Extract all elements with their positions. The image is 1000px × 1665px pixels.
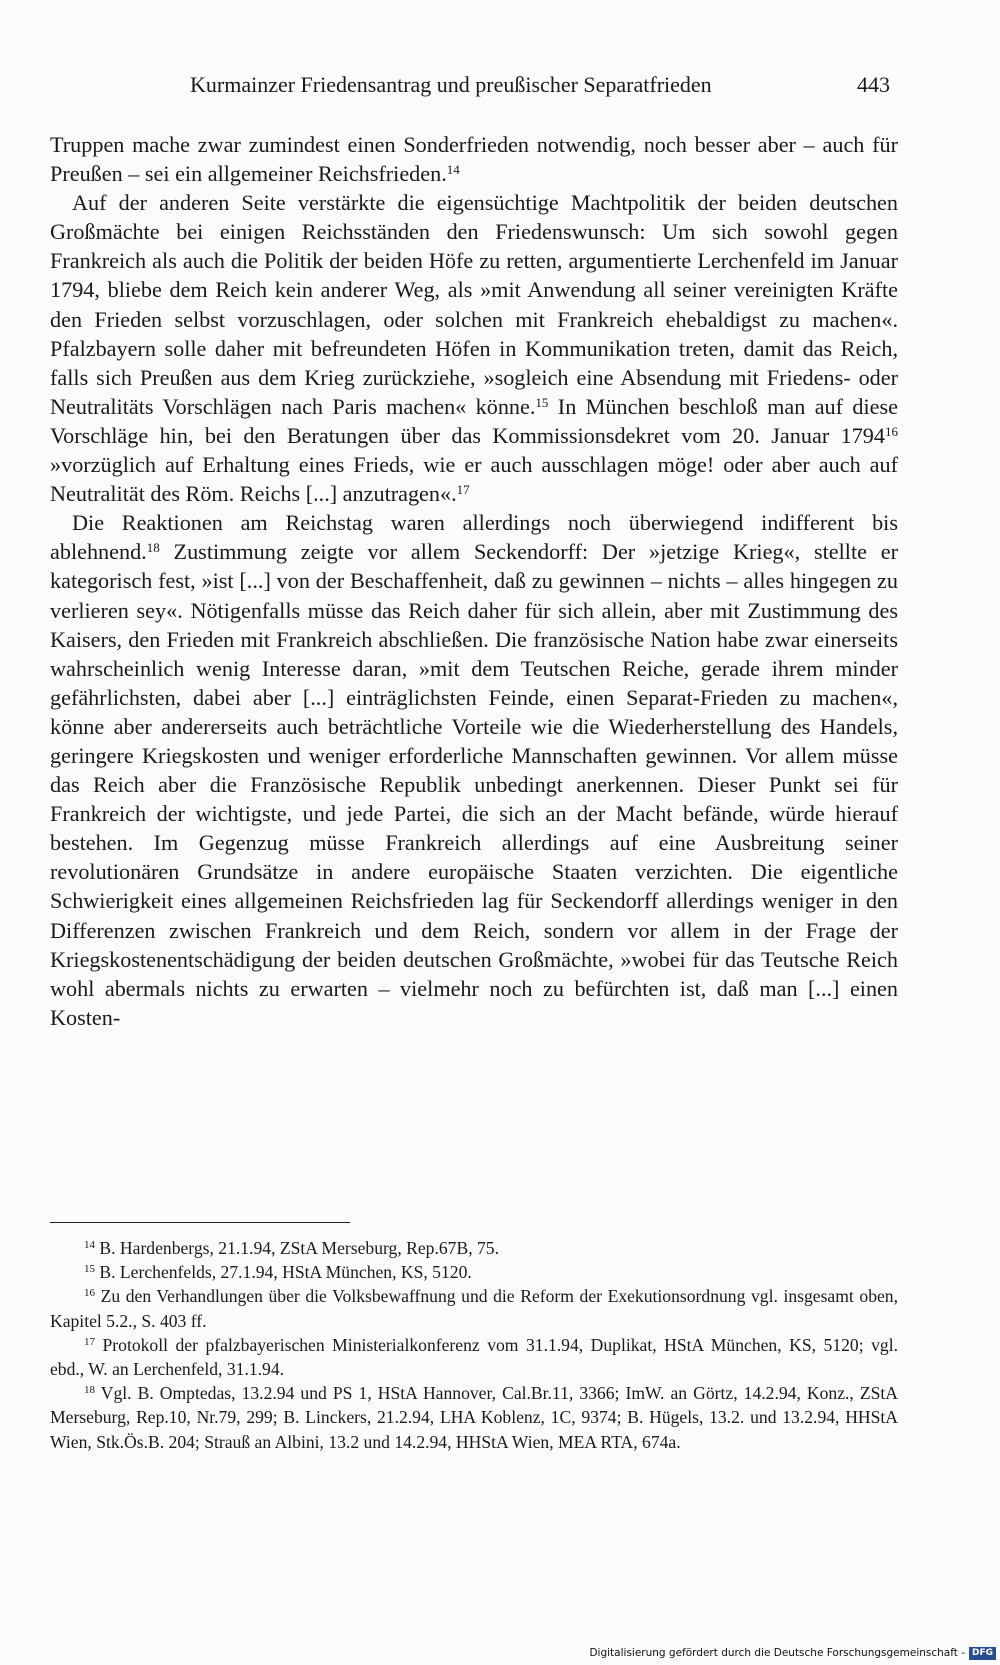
digitization-notice [589,1645,996,1661]
running-header [50,72,890,106]
footnote-18: $^{18}$ Vgl. B. Omptedas, 13.2.94 und PS 1, HStA Hannover, Cal.Br.11, 3366; ImW. an Görtz, 14.2.94, Konz., ZStA Merseburg, Rep.10, Nr.79, 299; B. Linckers, 21.2.94, LHA Koblenz, 1C, 9374; B. Hügels, 13.2. und 13.2.94, HHStA Wien, Stk.Ös.B. 204; Strauß an Albini, 13.2 und 14.2.94, HHStA Wien, MEA RTA, 674a. [50,1383,898,1452]
paragraph-3: Die Reaktionen am Reichstag waren allerdings noch überwiegend indifferent bis ablehnend.$^{18}$ Zustimmung zeigte vor allem Seckendorff: Der »jetzige Krieg«, stellte er kategorisch fest, »ist [...] von der Beschaffenheit, daß zu gewinnen – nichts – alles hingegen zu verlieren sey«. Nötigenfalls müsse das Reich daher für sich allein, aber mit Zustimmung des Kaisers, den Frieden mit Frankreich abschließen. Die französische Nation habe zwar einerseits wahrscheinlich wenig Interesse daran, »mit dem Teutschen Reiche, gerade ihrem minder gefährlichsten, dabei aber [...] einträglichsten Feinde, einen Separat-Frieden zu machen«, könne aber andererseits auch beträchtliche Vorteile wie die Wiederherstellung des Handels, geringere Kriegskosten und weniger erforderliche Mannschaften gewinnen. Vor allem müsse das Reich aber die Französische Republik unbedingt anerkennen. Dieser Punkt sei für Frankreich der wichtigste, und jede Partei, die sich an der Macht befände, würde hierauf bestehen. Im Gegenzug müsse Frankreich allerdings auf eine Ausbreitung seiner revolutionären Grundsätze in andere europäische Staaten verzichten. Die eigentliche Schwierigkeit eines allgemeinen Reichsfrieden lag für Seckendorff allerdings weniger in den Differenzen zwischen Frankreich und dem Reich, sondern vor allem in der Frage der Kriegskostenentschädigung der beiden deutschen Großmächte, »wobei für das Teutsche Reich wohl abermals nichts zu erwarten – vielmehr noch zu befürchten ist, daß man [...] einen Kosten- [50,510,898,1030]
dfg-logo-icon: DFG [969,1647,996,1660]
footnote-separator [50,1222,350,1223]
footnote-14: $^{14}$ B. Hardenbergs, 21.1.94, ZStA Merseburg, Rep.67B, 75. [84,1238,499,1258]
running-title: Kurmainzer Friedensantrag und preußischer Separatfrieden [190,72,712,97]
paragraph-1: Truppen mache zwar zumindest einen Sonderfrieden notwendig, noch besser aber – auch für Preußen – sei ein allgemeiner Reichsfrieden.$^{14}$ [50,132,898,187]
footnote-ref-18[interactable]: 18 [146,540,160,556]
paragraph-2: Auf der anderen Seite verstärkte die eigensüchtige Machtpolitik der beiden deutschen Großmächte bei einigen Reichsständen den Friedenswunsch: Um sich sowohl gegen Frankreich als auch die Politik der beiden Höfe zu retten, argumentierte Lerchenfeld im Januar 1794, bliebe dem Reich kein anderer Weg, als »mit Anwendung all seiner vereinigten Kräfte den Frieden selbst vorzuschlagen, oder solchen mit Frankreich ehebaldigst zu machen«. Pfalzbayern solle daher mit befreundeten Höfen in Kommunikation treten, damit das Reich, falls sich Preußen aus dem Krieg zurückziehe, »sogleich eine Absendung mit Friedens- oder Neutralitäts Vorschlägen nach Paris machen« könne.$^{15}$ In München beschloß man auf diese Vorschläge hin, bei den Beratungen über das Kommissionsdekret vom 20. Januar 1794$^{16}$ »vorzüglich auf Erhaltung eines Frieds, wie er auch ausschlagen möge! oder aber auch auf Neutralität des Röm. Reichs [...] anzutragen«.$^{17}$ [50,190,899,507]
main-text [50,130,898,1032]
digitization-text: Digitalisierung gefördert durch die Deutsche Forschungsgemeinschaft - [589,1647,965,1659]
footnote-ref-15[interactable]: 15 [535,394,549,410]
page-number: 443 [857,72,890,97]
footnote-17: $^{17}$ Protokoll der pfalzbayerischen Ministerialkonferenz vom 31.1.94, Duplikat, HStA München, KS, 5120; vgl. ebd., W. an Lerchenfeld, 31.1.94. [50,1334,898,1380]
footnote-ref-14[interactable]: 14 [446,162,460,178]
footnotes [50,1236,898,1454]
footnote-ref-16[interactable]: 16 [885,423,898,439]
footnote-16: $^{16}$ Zu den Verhandlungen über die Volksbewaffnung und die Reform der Exekutionsordnung vgl. insgesamt oben, Kapitel 5.2., S. 403 ff. [50,1286,898,1331]
footnote-15: $^{15}$ B. Lerchenfelds, 27.1.94, HStA München, KS, 5120. [84,1262,472,1283]
footnote-ref-17[interactable]: 17 [456,482,470,498]
